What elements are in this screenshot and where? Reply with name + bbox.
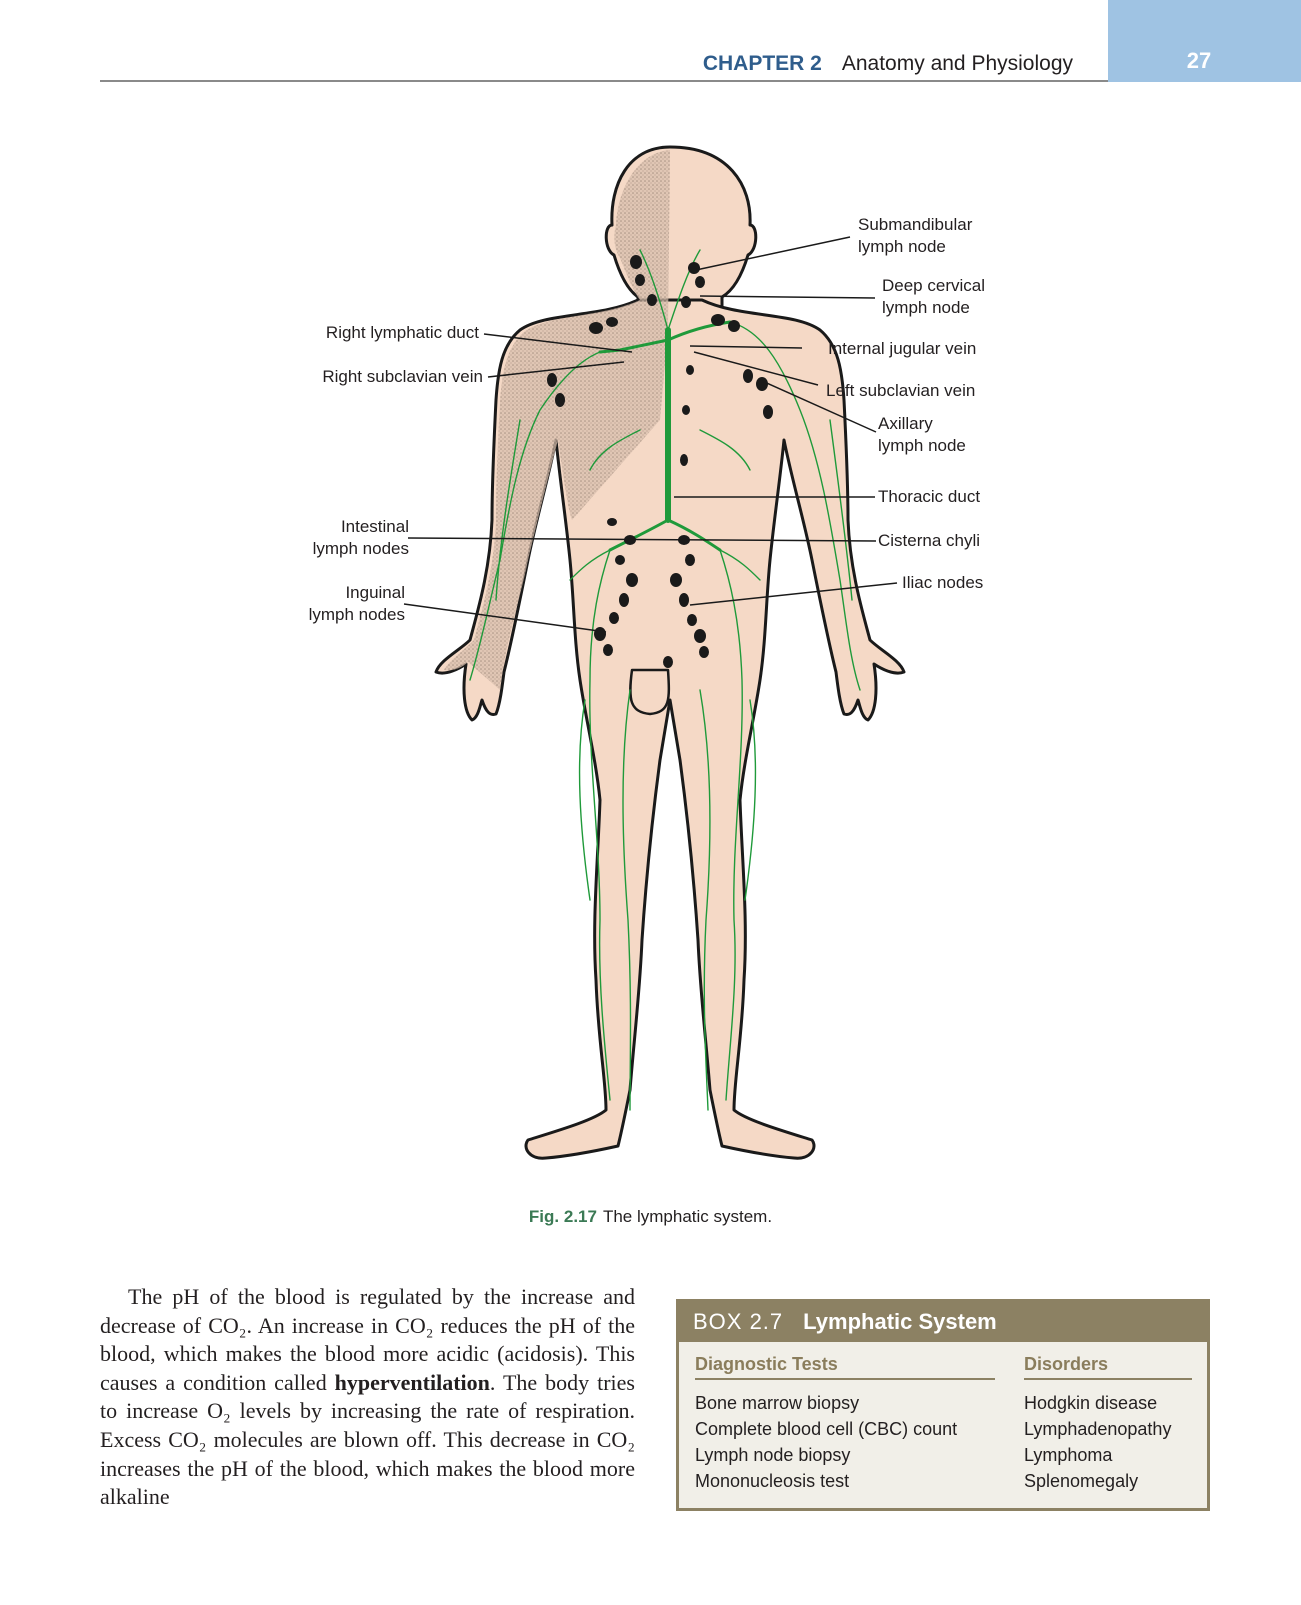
diagnostic-tests-column bbox=[695, 1354, 995, 1494]
list-item: Hodgkin disease bbox=[1024, 1393, 1158, 1413]
label-line: lymph node bbox=[882, 298, 970, 317]
list-item: Bone marrow biopsy bbox=[695, 1393, 860, 1413]
paragraph-text: The pH of the blood is regulated by the increase and decrease of CO₂. An increase in CO₂ reduces the pH of the blood, which makes the blood more acidic (acidosis). This causes a condition called bbox=[100, 1284, 635, 1395]
label-line: Axillary bbox=[878, 414, 933, 433]
list-item: Splenomegaly bbox=[1024, 1471, 1139, 1491]
label-internal-jugular-vein: Internal jugular vein bbox=[828, 339, 977, 358]
box-title: Lymphatic System bbox=[803, 1309, 997, 1334]
body-paragraph bbox=[100, 1283, 635, 1512]
list-item: Lymph node biopsy bbox=[695, 1445, 851, 1465]
label-deep-cervical-lymph-node bbox=[882, 275, 985, 319]
lymphatic-system-illustration bbox=[0, 120, 1301, 1200]
disorders-column bbox=[1024, 1354, 1192, 1494]
label-left-subclavian-vein: Left subclavian vein bbox=[826, 381, 976, 400]
box-lymphatic-system bbox=[676, 1299, 1210, 1511]
label-line: Intestinal bbox=[340, 517, 409, 536]
key-term: hyperventilation bbox=[334, 1369, 490, 1395]
figure-caption bbox=[0, 1207, 1301, 1227]
label-line: lymph nodes bbox=[308, 605, 405, 624]
label-line: lymph node bbox=[858, 237, 946, 256]
list-item: Mononucleosis test bbox=[695, 1471, 850, 1491]
label-line: lymph nodes bbox=[312, 539, 409, 558]
figure-number: Fig. 2.17 bbox=[528, 1207, 597, 1226]
label-line: lymph node bbox=[878, 436, 966, 455]
label-right-lymphatic-duct: Right lymphatic duct bbox=[325, 323, 479, 342]
figure-caption-text: The lymphatic system. bbox=[602, 1207, 773, 1226]
label-line: Inguinal bbox=[345, 583, 405, 602]
column-header: Disorders bbox=[1024, 1354, 1192, 1380]
header-rule bbox=[100, 80, 1108, 82]
label-axillary-lymph-node bbox=[878, 413, 966, 457]
box-header bbox=[679, 1302, 1207, 1342]
label-cisterna-chyli: Cisterna chyli bbox=[878, 531, 981, 550]
label-right-subclavian-vein: Right subclavian vein bbox=[322, 367, 483, 386]
list-item: Lymphoma bbox=[1024, 1445, 1113, 1465]
running-head bbox=[703, 52, 1073, 76]
body-outline bbox=[436, 147, 904, 1158]
page-number: 27 bbox=[1186, 48, 1212, 73]
label-line: Submandibular bbox=[858, 215, 973, 234]
label-intestinal-lymph-nodes bbox=[313, 516, 409, 560]
list-item: Complete blood cell (CBC) count bbox=[695, 1419, 958, 1439]
section-title: Anatomy and Physiology bbox=[841, 52, 1073, 75]
label-line: Deep cervical bbox=[882, 276, 985, 295]
column-header: Diagnostic Tests bbox=[695, 1354, 995, 1380]
label-thoracic-duct: Thoracic duct bbox=[878, 487, 981, 506]
paragraph-text: . The body tries to increase O₂ levels by increasing the rate of respiration. Excess CO₂ molecules are blown off. This decrease in CO₂ increases the pH of the blood, which makes the blood more alkaline bbox=[100, 1369, 635, 1510]
label-submandibular-lymph-node bbox=[858, 214, 972, 258]
label-inguinal-lymph-nodes bbox=[309, 582, 405, 626]
list-item: Lymphadenopathy bbox=[1024, 1419, 1172, 1439]
chapter-label: CHAPTER 2 bbox=[702, 52, 822, 75]
box-number: BOX 2.7 bbox=[693, 1309, 784, 1334]
label-iliac-nodes: Iliac nodes bbox=[902, 573, 984, 592]
